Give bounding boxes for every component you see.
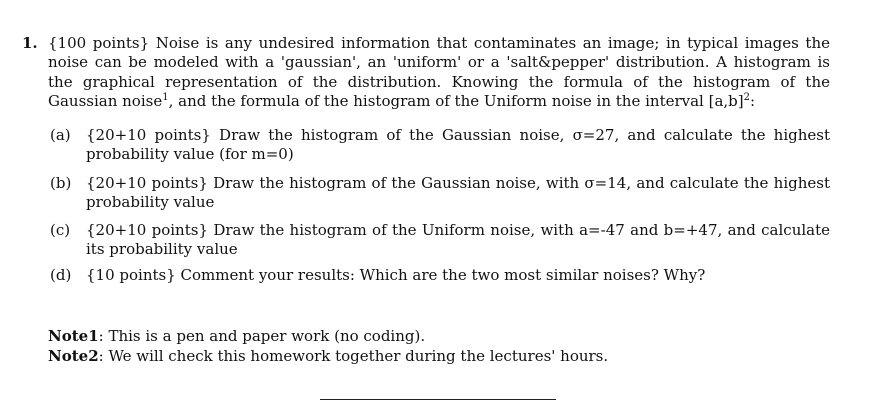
subquestion-c bbox=[50, 221, 830, 260]
note-2 bbox=[48, 346, 608, 366]
subquestion-text: {20+10 points} Draw the histogram of the Uniform noise, with a=-47 and b=+47, and calculate its probability value bbox=[86, 220, 830, 259]
notes-section bbox=[48, 326, 608, 366]
subquestion-list bbox=[50, 126, 830, 286]
note-text: : This is a pen and paper work (no coding). bbox=[98, 327, 426, 345]
problem-number: 1. bbox=[22, 34, 38, 52]
note-label: Note1 bbox=[48, 327, 99, 345]
problem-text-middle: , and the formula of the histogram of the Uniform noise in the interval [a,b] bbox=[168, 92, 744, 111]
note-1 bbox=[48, 326, 608, 346]
note-label: Note2 bbox=[48, 347, 99, 365]
subquestion-label: (d) bbox=[50, 266, 72, 285]
subquestion-d bbox=[50, 266, 830, 285]
subquestion-text: {20+10 points} Draw the histogram of the Gaussian noise, with σ=14, and calculate the highest probability value bbox=[86, 173, 830, 212]
subquestion-label: (a) bbox=[50, 126, 71, 144]
subquestion-label: (c) bbox=[50, 220, 71, 239]
problem-text-end: : bbox=[750, 92, 756, 111]
problem-text bbox=[48, 34, 830, 112]
footnote-ref-2: 2 bbox=[743, 92, 751, 104]
subquestion-text: {10 points} Comment your results: Which are the two most similar noises? Why? bbox=[86, 266, 706, 285]
note-text: : We will check this homework together during the lectures' hours. bbox=[98, 347, 609, 365]
subquestion-b bbox=[50, 174, 830, 213]
problem-statement bbox=[22, 34, 830, 112]
footnote-separator bbox=[320, 399, 556, 400]
footnote-ref-1: 1 bbox=[162, 92, 169, 104]
subquestion-text: {20+10 points} Draw the histogram of the Gaussian noise, σ=27, and calculate the highest probability value (for m=0) bbox=[86, 126, 830, 164]
subquestion-a bbox=[50, 126, 830, 165]
subquestion-label: (b) bbox=[50, 173, 72, 192]
problem-text-main: {100 points} Noise is any undesired information that contaminates an image; in typical images the noise can be modeled with a 'gaussian', an 'uniform' or a 'salt&pepper' distribution. A histogram is the graphical representation of the distribution. Knowing the formula of the histogram of the Gaussian noise bbox=[48, 34, 830, 111]
